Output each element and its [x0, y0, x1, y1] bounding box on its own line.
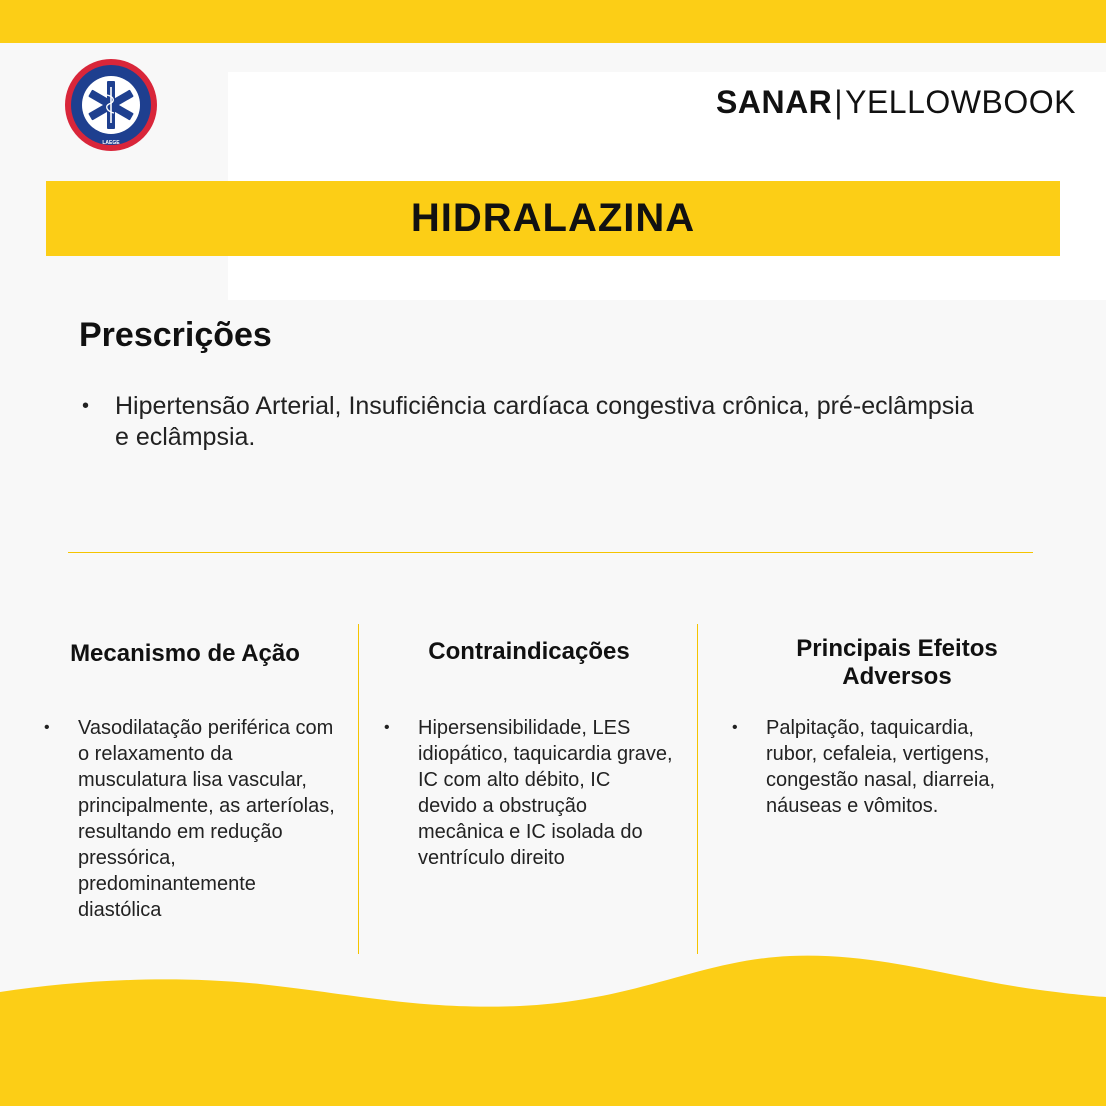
prescricoes-heading: Prescrições [79, 316, 272, 354]
title-banner [46, 181, 1060, 256]
contraindicacoes-heading: Contraindicações [428, 638, 630, 665]
logo-ring-bottom-text: LAEGE [102, 140, 120, 146]
list-item: • Hipersensibilidade, LES idiopático, taquicardia grave, IC com alto débito, IC devido a obstrução mecânica e IC isolada do ventrículo direito [384, 715, 674, 871]
column-divider [697, 624, 698, 954]
brand-part-1: SANAR [716, 84, 833, 120]
section-divider [68, 552, 1033, 553]
bottom-wave [0, 940, 1106, 1106]
efeitos-adversos-heading: Principais Efeitos Adversos [796, 635, 998, 690]
prescricoes-list [80, 391, 980, 453]
list-item: • Vasodilatação periférica com o relaxamento da musculatura lisa vascular, principalmente, as arteríolas, resultando em redução pressórica, predominantemente diastólica [44, 715, 344, 923]
mecanismo-heading: Mecanismo de Ação [70, 640, 300, 667]
list-item: • Palpitação, taquicardia, rubor, cefaleia, vertigens, congestão nasal, diarreia, náuseas e vômitos. [732, 715, 1022, 819]
column-divider [358, 624, 359, 954]
top-yellow-strip [0, 0, 1106, 43]
page-title: HIDRALAZINA [410, 196, 696, 240]
league-logo [64, 58, 158, 152]
efeitos-adversos-list [732, 715, 1022, 819]
brand-separator: | [834, 84, 844, 120]
brand-part-2: YELLOWBOOK [845, 84, 1076, 120]
list-item: • Hipertensão Arterial, Insuficiência cardíaca congestiva crônica, pré-eclâmpsia e eclâmpsia. [80, 391, 980, 453]
brand-wordmark [716, 84, 1076, 121]
contraindicacoes-list [384, 715, 674, 871]
mecanismo-list [44, 715, 344, 923]
